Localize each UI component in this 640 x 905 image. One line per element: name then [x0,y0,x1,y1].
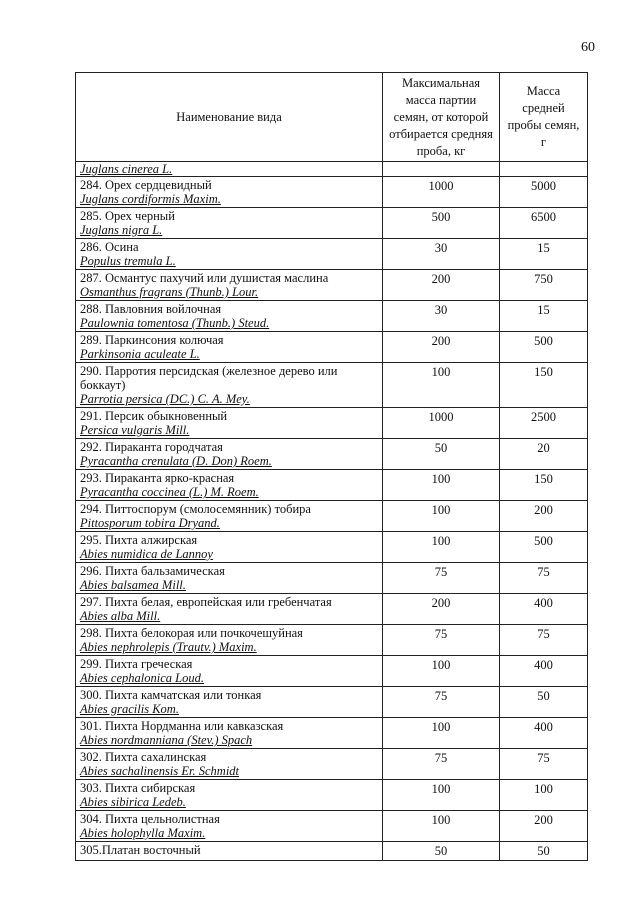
table-row [76,842,588,861]
species-russian-name: 290. Парротия персидская (железное дерево или боккаут) [80,364,338,392]
max-lot-cell: 100 [383,656,500,687]
table-row [76,408,588,439]
sample-mass-cell: 75 [500,749,588,780]
species-latin-name: Abies balsamea Mill. [80,578,186,592]
max-lot-cell: 100 [383,501,500,532]
table-row [76,301,588,332]
species-russian-name: 286. Осина [80,240,139,254]
max-lot-cell: 100 [383,532,500,563]
sample-mass-cell: 6500 [500,208,588,239]
species-russian-name: 300. Пихта камчатская или тонкая [80,688,262,702]
species-cell [76,408,383,439]
species-russian-name: 287. Османтус пахучий или душистая маслина [80,271,329,285]
species-latin-name: Abies cephalonica Loud. [80,671,204,685]
max-lot-cell: 75 [383,563,500,594]
species-cell [76,687,383,718]
sample-mass-cell: 150 [500,363,588,408]
sample-mass-cell: 2500 [500,408,588,439]
page-number: 60 [581,40,595,55]
table-row [76,811,588,842]
species-cell [76,239,383,270]
sample-mass-cell: 100 [500,780,588,811]
sample-mass-cell: 400 [500,594,588,625]
species-russian-name: 303. Пихта сибирская [80,781,196,795]
max-lot-cell: 30 [383,301,500,332]
table-row [76,532,588,563]
species-latin-name: Abies alba Mill. [80,609,161,623]
table-row [76,332,588,363]
sample-mass-cell: 400 [500,718,588,749]
species-latin-name: Parrotia persica (DC.) C. A. Mey. [80,392,250,406]
table-row [76,363,588,408]
species-russian-name: 284. Орех сердцевидный [80,178,212,192]
max-lot-cell: 1000 [383,177,500,208]
species-cell [76,718,383,749]
species-cell [76,842,383,861]
species-russian-name: 296. Пихта бальзамическая [80,564,225,578]
species-latin-name: Abies sibirica Ledeb. [80,795,186,809]
species-russian-name: 302. Пихта сахалинская [80,750,207,764]
max-lot-cell: 75 [383,687,500,718]
table-row [76,687,588,718]
species-cell [76,208,383,239]
species-russian-name: 304. Пихта цельнолистная [80,812,220,826]
species-cell [76,563,383,594]
max-lot-cell: 100 [383,811,500,842]
species-russian-name: 288. Павловния войлочная [80,302,222,316]
sample-mass-cell: 750 [500,270,588,301]
table-row [76,780,588,811]
max-lot-cell: 100 [383,363,500,408]
sample-mass-cell: 15 [500,301,588,332]
sample-mass-cell: 15 [500,239,588,270]
species-cell [76,625,383,656]
sample-mass-cell: 50 [500,687,588,718]
species-cell [76,470,383,501]
species-cell [76,439,383,470]
max-lot-cell: 1000 [383,408,500,439]
species-latin-name: Abies nordmanniana (Stev.) Spach [80,733,253,747]
sample-mass-cell: 75 [500,625,588,656]
table-row [76,270,588,301]
sample-mass-cell: 5000 [500,177,588,208]
max-lot-cell: 200 [383,332,500,363]
table-row [76,239,588,270]
seed-mass-table [75,72,588,861]
max-lot-cell: 200 [383,270,500,301]
header-species-name: Наименование вида [76,73,383,162]
species-cell [76,177,383,208]
table-row [76,749,588,780]
species-latin-name: Juglans nigra L. [80,223,163,237]
species-cell [76,363,383,408]
species-latin-name: Abies sachalinensis Er. Schmidt [80,764,240,778]
species-latin-name: Abies numidica de Lannoy [80,547,213,561]
table-row [76,656,588,687]
max-lot-cell: 100 [383,718,500,749]
species-russian-name: 301. Пихта Нордманна или кавказская [80,719,284,733]
species-latin-name: Persica vulgaris Mill. [80,423,190,437]
table-row [76,501,588,532]
table-row [76,208,588,239]
max-lot-cell: 500 [383,208,500,239]
sample-mass-cell: 200 [500,501,588,532]
species-russian-name: 285. Орех черный [80,209,175,223]
species-russian-name: 294. Питтоспорум (смолосемянник) тобира [80,502,311,516]
table-row [76,177,588,208]
species-russian-name: 298. Пихта белокорая или почкочешуйная [80,626,303,640]
sample-mass-cell: 75 [500,563,588,594]
max-lot-cell: 75 [383,749,500,780]
header-sample-mass: Масса средней пробы семян, г [500,73,588,162]
max-lot-cell: 200 [383,594,500,625]
species-latin-name: Pyracantha crenulata (D. Don) Roem. [80,454,272,468]
max-lot-cell: 100 [383,470,500,501]
species-russian-name: 299. Пихта греческая [80,657,193,671]
species-latin-name: Pyracantha coccinea (L.) M. Roem. [80,485,259,499]
header-max-lot-mass: Максимальная масса партии семян, от которой отбирается средняя проба, кг [383,73,500,162]
species-latin-name: Parkinsonia aculeate L. [80,347,200,361]
species-latin-name: Juglans cinerea L. [80,162,173,176]
species-russian-name: 297. Пихта белая, европейская или гребенчатая [80,595,332,609]
species-latin-name: Abies gracilis Kom. [80,702,179,716]
sample-mass-cell: 20 [500,439,588,470]
sample-mass-cell: 500 [500,332,588,363]
species-russian-name: 289. Паркинсония колючая [80,333,224,347]
sample-mass-cell: 200 [500,811,588,842]
table-header [76,73,588,162]
species-cell [76,749,383,780]
table-row [76,563,588,594]
species-cell [76,301,383,332]
table-row-continued [76,162,588,177]
max-lot-cell: 30 [383,239,500,270]
species-russian-name: 305.Платан восточный [80,843,201,857]
table-body [76,162,588,861]
max-lot-cell [383,162,500,177]
sample-mass-cell: 400 [500,656,588,687]
table-row [76,718,588,749]
table-row [76,470,588,501]
sample-mass-cell: 150 [500,470,588,501]
species-cell [76,501,383,532]
species-latin-name: Osmanthus fragrans (Thunb.) Lour. [80,285,259,299]
species-russian-name: 292. Пираканта городчатая [80,440,223,454]
species-latin-name: Paulownia tomentosa (Thunb.) Steud. [80,316,270,330]
species-latin-name: Juglans cordiformis Maxim. [80,192,221,206]
species-cell [76,270,383,301]
max-lot-cell: 100 [383,780,500,811]
max-lot-cell: 50 [383,842,500,861]
table-row [76,625,588,656]
table-row [76,594,588,625]
sample-mass-cell [500,162,588,177]
species-latin-name: Populus tremula L. [80,254,176,268]
species-latin-name: Abies holophylla Maxim. [80,826,206,840]
table-row [76,439,588,470]
max-lot-cell: 50 [383,439,500,470]
sample-mass-cell: 500 [500,532,588,563]
species-cell [76,332,383,363]
species-latin-name: Abies nephrolepis (Trautv.) Maxim. [80,640,257,654]
species-russian-name: 293. Пираканта ярко-красная [80,471,235,485]
species-cell [76,780,383,811]
sample-mass-cell: 50 [500,842,588,861]
species-russian-name: 295. Пихта алжирская [80,533,198,547]
max-lot-cell: 75 [383,625,500,656]
species-cell [76,162,383,177]
species-cell [76,532,383,563]
species-cell [76,656,383,687]
species-latin-name: Pittosporum tobira Dryand. [80,516,220,530]
species-cell [76,811,383,842]
species-russian-name: 291. Персик обыкновенный [80,409,228,423]
species-cell [76,594,383,625]
